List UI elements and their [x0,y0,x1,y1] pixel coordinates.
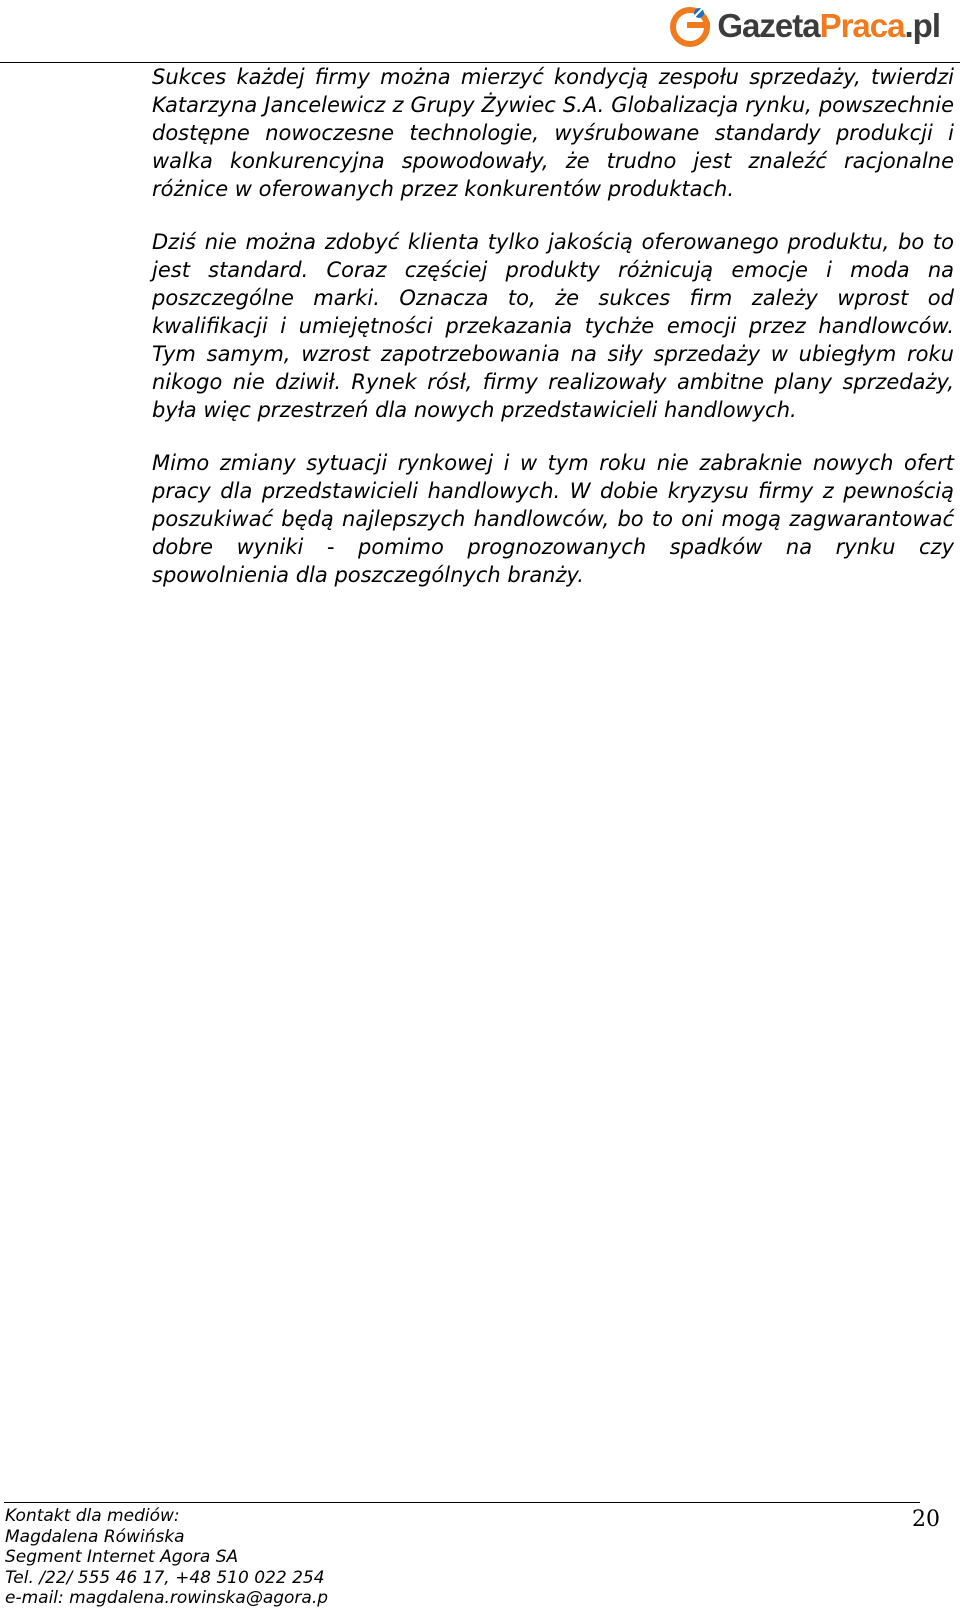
paragraph-1: Sukces każdej firmy można mierzyć kondycją zespołu sprzedaży, twierdzi Katarzyna Jancelewicz z Grupy Żywiec S.A. Globalizacja rynku, powszechnie dostępne nowoczesne technologie, wyśrubowane standardy produkcji i walka konkurencyjna spowodowały, że trudno jest znaleźć racjonalne różnice w oferowanych przez konkurentów produktach. [152,65,954,201]
gazetapraca-logo [669,4,940,48]
paragraph-2: Dziś nie można zdobyć klienta tylko jakością oferowanego produktu, bo to jest standard. Coraz częściej produkty różnicują emocje i moda na poszczególne marki. Oznacza to, że sukces firm zależy wprost od kwalifikacji i umiejętności przekazania tychże emocji przez handlowców. Tym samym, wzrost zapotrzebowania na siły sprzedaży w ubiegłym roku nikogo nie dziwił. Rynek rósł, firmy realizowały ambitne plany sprzedaży, była więc przestrzeń dla nowych przedstawicieli handlowych. [152,230,954,422]
footer-divider [4,1502,920,1503]
logo-mark-icon [669,5,711,47]
article-body [152,63,954,614]
contact-phone: Tel. /22/ 555 46 17, +48 510 022 254 [5,1567,325,1588]
page-number: 20 [912,1507,940,1532]
paragraph-3: Mimo zmiany sytuacji rynkowej i w tym roku nie zabraknie nowych ofert pracy dla przedstawicieli handlowych. W dobie kryzysu firmy z pewnością poszukiwać będą najlepszych handlowców, bo to oni mogą zagwarantować dobre wyniki - pomimo prognozowanych spadków na rynku czy spowolnienia dla poszczególnych branży. [152,451,954,587]
contact-company: Segment Internet Agora SA [5,1547,239,1567]
logo-text-pl: .pl [904,7,940,44]
logo-text-gazeta: Gazeta [717,7,820,44]
media-contact [5,1506,328,1609]
contact-email: e-mail: magdalena.rowinska@agora.p [5,1588,329,1608]
logo-wordmark [717,4,940,48]
logo-text-praca: Praca [819,7,905,44]
contact-label: Kontakt dla mediów: [5,1506,180,1526]
contact-name: Magdalena Rówińska [5,1526,185,1547]
